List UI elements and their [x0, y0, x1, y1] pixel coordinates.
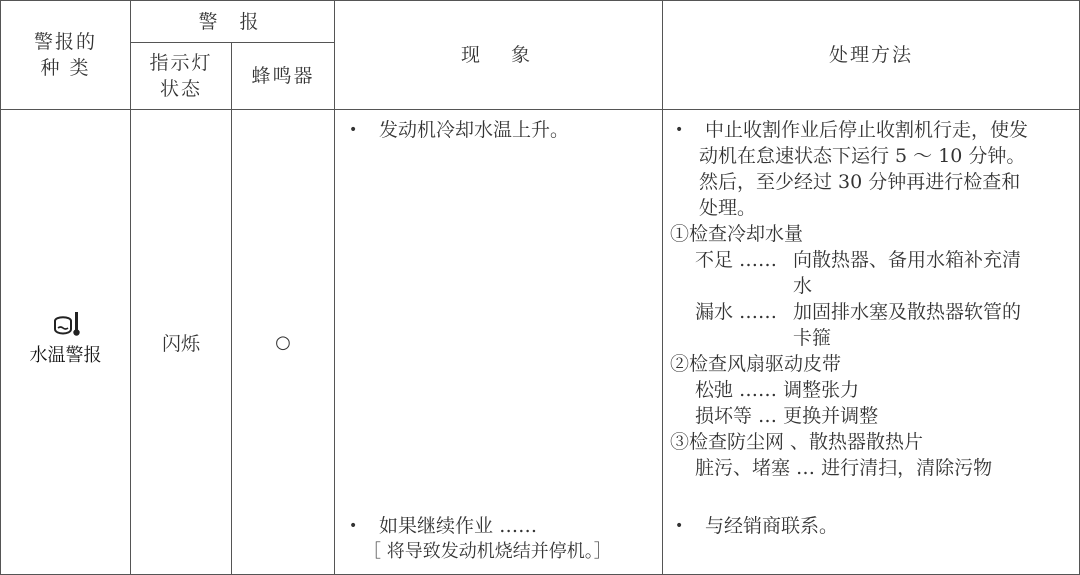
header-indicator: [131, 43, 231, 109]
check-2-heading: ②检查风扇驱动皮带: [670, 353, 842, 375]
indicator-state-cell: [131, 110, 231, 574]
phenomenon-item-1: • 发动机冷却水温上升。: [349, 117, 569, 143]
header-alarm-group-label: 警 报: [198, 10, 267, 33]
check-1-heading: ①检查冷却水量: [670, 223, 804, 245]
check-2b: 损坏等 … 更换并调整: [695, 405, 879, 427]
check-1b-label: 漏水 ……: [695, 301, 778, 323]
header-alarm-group: [131, 1, 334, 42]
method-intro-line-2: 动机在怠速状态下运行 5 ～ 10 分钟。: [699, 145, 1026, 167]
check-1b-text-2: 卡箍: [793, 327, 832, 349]
check-1a-text-2: 水: [793, 275, 813, 297]
phenomenon-cell: [335, 110, 662, 574]
check-1b-text-1: 加固排水塞及散热器软管的: [793, 301, 1022, 323]
check-1a-label: 不足 ……: [695, 249, 778, 271]
method-cell: [663, 110, 1079, 574]
header-phenomenon: [335, 1, 662, 109]
alarm-name: 水温警报: [29, 345, 102, 366]
phenomenon-item-2-note: ［ 将导致发动机烧结并停机。］: [363, 541, 612, 562]
check-3a: 脏污、堵塞 … 进行清扫，清除污物: [695, 457, 993, 479]
header-buzzer: [232, 43, 334, 109]
header-alarm-type-label: 警报的 种 类: [33, 31, 97, 79]
phenomenon-item-2: • 如果继续作业 ……: [349, 513, 537, 539]
method-intro-line-3: 然后，至少经过 30 分钟再进行检查和: [699, 171, 1021, 193]
method-contact: • 与经销商联系。: [675, 513, 838, 539]
header-method: [663, 1, 1079, 109]
buzzer-state-cell: [232, 110, 334, 574]
indicator-state: 闪烁: [161, 332, 200, 355]
check-3-heading: ③检查防尘网 、散热器散热片: [670, 431, 924, 453]
buzzer-state: ○: [275, 331, 291, 353]
header-method-label: 处理方法: [828, 44, 913, 66]
alarm-type-cell: [1, 110, 130, 574]
check-2a: 松弛 …… 调整张力: [695, 379, 860, 401]
check-1a-text-1: 向散热器、备用水箱补充清: [793, 249, 1022, 271]
header-indicator-label: 指示灯 状态: [149, 52, 213, 100]
header-alarm-type: [1, 1, 130, 109]
header-buzzer-label: 蜂鸣器: [251, 65, 315, 87]
method-intro-line-4: 处理。: [699, 197, 757, 219]
water-temperature-icon: [51, 310, 81, 338]
header-phenomenon-label: 现 象: [460, 44, 536, 66]
method-intro: • 中止收割作业后停止收割机行走，使发: [675, 117, 1028, 143]
